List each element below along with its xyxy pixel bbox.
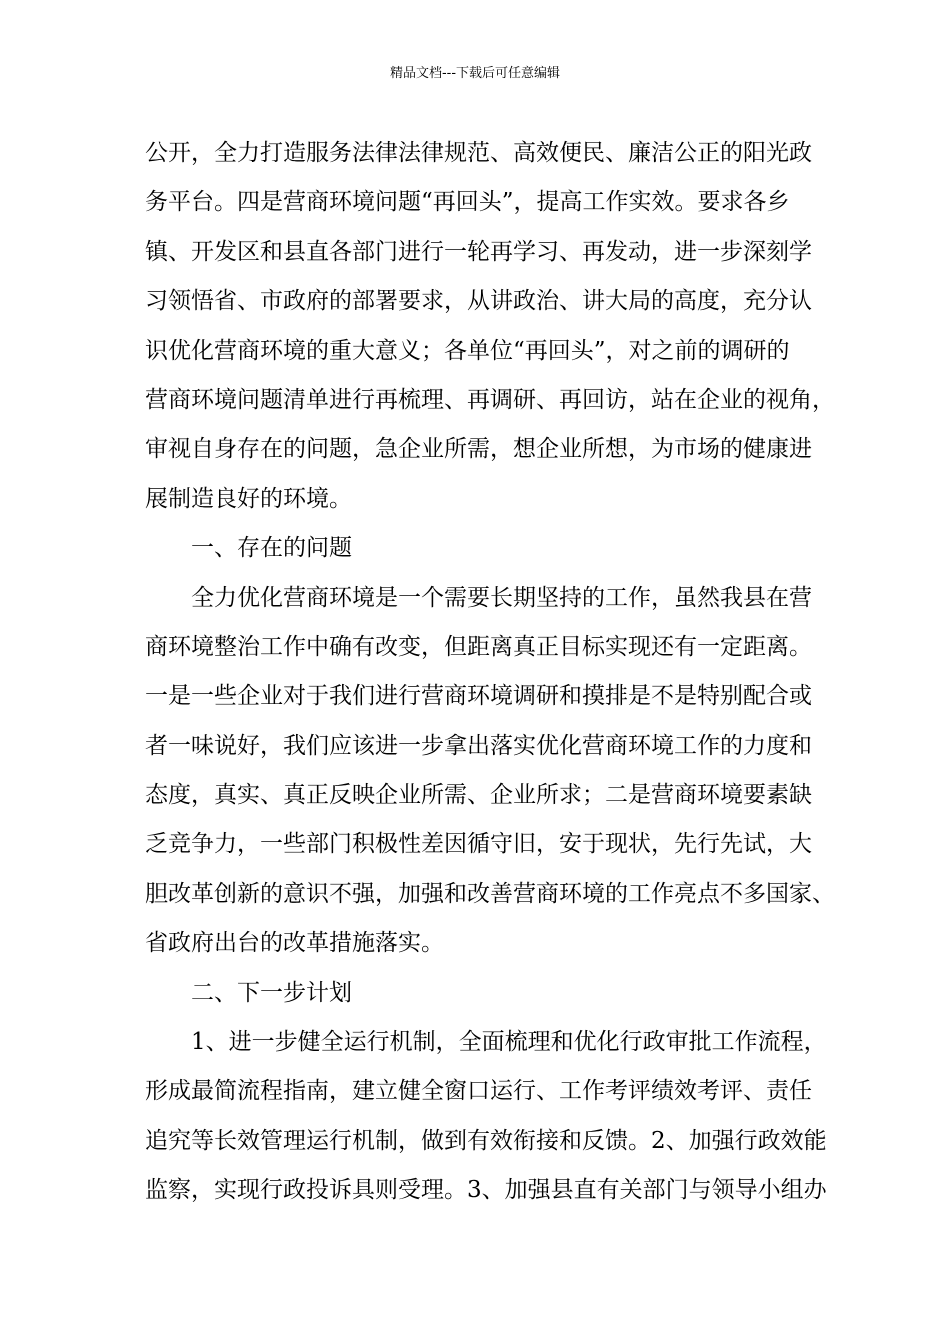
text-line: 者一味说好，我们应该进一步拿出落实优化营商环境工作的力度和 xyxy=(145,732,812,759)
text-line: 乏竞争力，一些部门积极性差因循守旧，安于现状，先行先试，大 xyxy=(145,831,812,858)
text-line: 省政府出台的改革措施落实。 xyxy=(145,930,444,957)
text-line: 营商环境问题清单进行再梳理、再调研、再回访，站在企业的视角， xyxy=(145,386,835,413)
text-line: 务平台。四是营商环境问题“再回头”，提高工作实效。要求各乡 xyxy=(145,189,790,216)
text-line: 监察，实现行政投诉具则受理。3、加强县直有关部门与领导小组办 xyxy=(145,1177,827,1204)
section-heading: 二、下一步计划 xyxy=(191,979,352,1006)
document-body xyxy=(145,129,835,1216)
page-header: 精品文档---下载后可任意编辑 xyxy=(389,66,561,81)
text-line: 习领悟省、市政府的部署要求，从讲政治、讲大局的高度，充分认 xyxy=(145,288,812,315)
text-line: 一是一些企业对于我们进行营商环境调研和摸排是不是特别配合或 xyxy=(145,683,812,710)
text-line: 形成最简流程指南，建立健全窗口运行、工作考评绩效考评、责任 xyxy=(145,1078,812,1105)
text-line: 识优化营商环境的重大意义；各单位“再回头”，对之前的调研的 xyxy=(145,337,790,364)
text-line: 追究等长效管理运行机制，做到有效衔接和反馈。2、加强行政效能 xyxy=(145,1127,827,1154)
text-line: 展制造良好的环境。 xyxy=(145,485,352,512)
text-line: 胆改革创新的意识不强，加强和改善营商环境的工作亮点不多国家、 xyxy=(145,880,835,907)
text-line: 商环境整治工作中确有改变，但距离真正目标实现还有一定距离。 xyxy=(145,633,812,660)
text-line: 态度，真实、真正反映企业所需、企业所求；二是营商环境要素缺 xyxy=(145,782,812,809)
text-line: 镇、开发区和县直各部门进行一轮再学习、再发动，进一步深刻学 xyxy=(145,238,812,265)
text-line: 1、进一步健全运行机制，全面梳理和优化行政审批工作流程， xyxy=(191,1029,827,1056)
section-heading: 一、存在的问题 xyxy=(191,535,352,562)
text-line: 审视自身存在的问题，急企业所需，想企业所想，为市场的健康进 xyxy=(145,436,812,463)
text-line: 公开，全力打造服务法律法律规范、高效便民、廉洁公正的阳光政 xyxy=(145,140,812,166)
text-line: 全力优化营商环境是一个需要长期坚持的工作，虽然我县在营 xyxy=(191,584,812,611)
